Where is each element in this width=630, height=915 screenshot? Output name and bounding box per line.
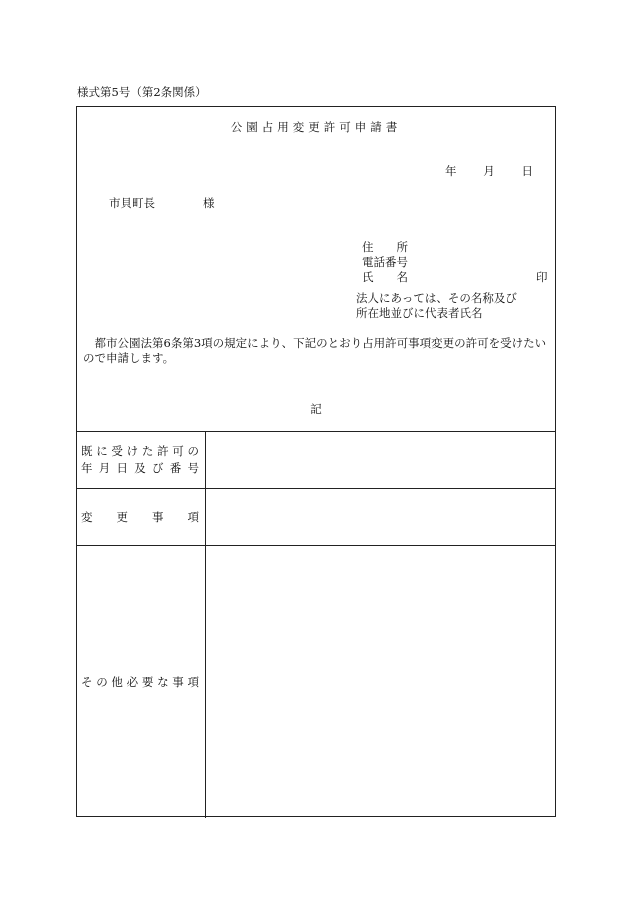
- details-table: [76, 431, 556, 817]
- addressee: [109, 195, 215, 211]
- date-month-label: 月: [483, 164, 495, 178]
- application-form: [76, 106, 556, 817]
- corporate-note: [356, 291, 517, 321]
- date-year-label: 年: [445, 164, 457, 178]
- table-row-changes: [76, 489, 556, 546]
- previous-permit-label: [76, 432, 206, 488]
- table-row-other: [76, 546, 556, 818]
- seal-mark: 印: [536, 270, 548, 284]
- phone-label: 電話番号: [362, 255, 408, 269]
- corporate-note-line-1: 法人にあっては、その名称及び: [356, 291, 517, 305]
- date-line: [445, 163, 533, 179]
- changes-field[interactable]: [206, 489, 556, 545]
- previous-permit-field[interactable]: [206, 432, 556, 488]
- address-label: 住 所: [362, 240, 408, 254]
- previous-permit-label-line-1: 既に受けた許可の: [81, 444, 199, 458]
- other-matters-field[interactable]: [206, 546, 556, 818]
- name-label: 氏 名: [362, 270, 408, 284]
- applicant-block: [362, 239, 548, 284]
- date-day-label: 日: [521, 164, 533, 178]
- corporate-note-line-2: 所在地並びに代表者氏名: [356, 306, 483, 320]
- other-matters-label-text: その他必要な事項: [81, 675, 199, 689]
- table-row-previous-permit: [76, 432, 556, 489]
- application-statement: 都市公園法第6条第3項の規定により、下記のとおり占用許可事項変更の許可を受けたいので申請します。: [83, 336, 547, 365]
- ki-heading: 記: [310, 402, 322, 416]
- addressee-name: 市貝町長: [109, 196, 155, 210]
- changes-label-text: 変更事項: [81, 510, 199, 524]
- changes-label: [76, 489, 206, 545]
- form-title: 公園占用変更許可申請書: [230, 120, 402, 134]
- previous-permit-label-line-2: 年月日及び番号: [81, 461, 199, 475]
- other-matters-label: [76, 546, 206, 818]
- form-number: 様式第5号（第2条関係）: [77, 85, 207, 99]
- addressee-honorific: 様: [203, 196, 215, 210]
